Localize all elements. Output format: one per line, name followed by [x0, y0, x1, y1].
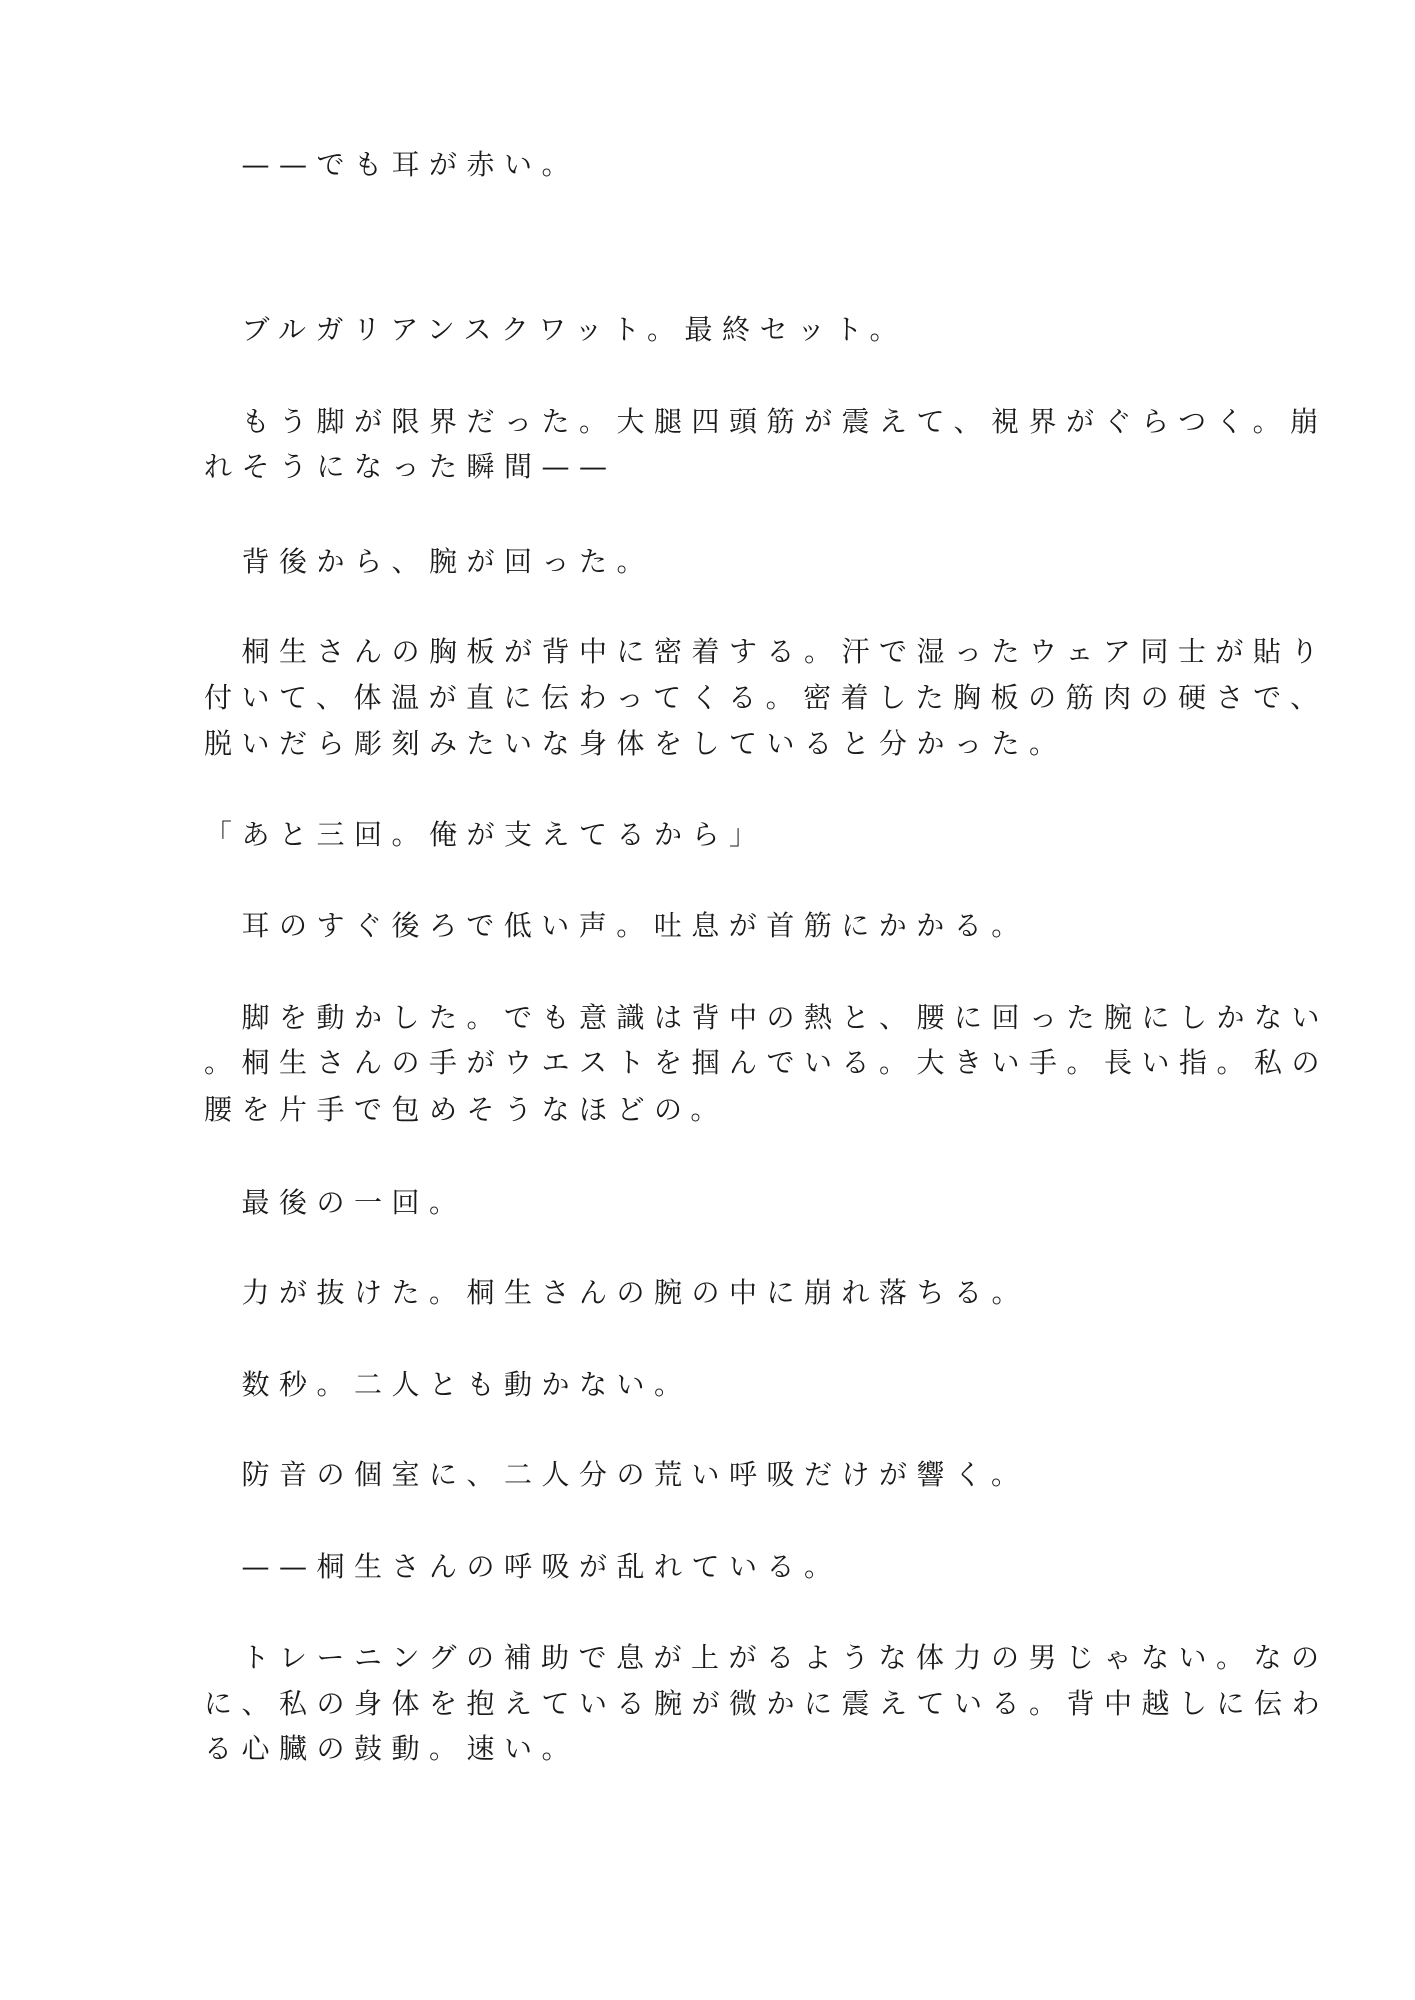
text-line: れそうになった瞬間——	[204, 450, 617, 483]
text-line: に、私の身体を抱えている腕が微かに震えている。背中越しに伝わ	[204, 1687, 1330, 1720]
text-line: トレーニングの補助で息が上がるような体力の男じゃない。なの	[204, 1641, 1329, 1674]
text-line: 脱いだら彫刻みたいな身体をしていると分かった。	[204, 727, 1067, 760]
text-line: 背後から、腕が回った。	[204, 545, 655, 578]
text-line: 。桐生さんの手がウエストを掴んでいる。大きい手。長い指。私の	[204, 1046, 1330, 1079]
text-line: 耳のすぐ後ろで低い声。吐息が首筋にかかる。	[204, 909, 1029, 942]
text-line: ——桐生さんの呼吸が乱れている。	[204, 1550, 842, 1583]
text-line: る心臓の鼓動。速い。	[204, 1732, 580, 1765]
text-line: 防音の個室に、二人分の荒い呼吸だけが響く。	[204, 1458, 1029, 1491]
text-line: 力が抜けた。桐生さんの腕の中に崩れ落ちる。	[204, 1276, 1030, 1309]
text-line: 付いて、体温が直に伝わってくる。密着した胸板の筋肉の硬さで、	[204, 681, 1328, 714]
text-line: 数秒。二人とも動かない。	[204, 1368, 692, 1401]
text-line: 腰を片手で包めそうなほどの。	[204, 1093, 728, 1126]
text-line: ——でも耳が赤い。	[204, 148, 580, 181]
text-line: もう脚が限界だった。大腿四頭筋が震えて、視界がぐらつく。崩	[204, 405, 1328, 438]
text-line: 最後の一回。	[204, 1186, 467, 1219]
text-line: 「あと三回。俺が支えてるから」	[204, 818, 767, 851]
text-line: 脚を動かした。でも意識は背中の熱と、腰に回った腕にしかない	[204, 1001, 1330, 1034]
text-line: 桐生さんの胸板が背中に密着する。汗で湿ったウェア同士が貼り	[204, 635, 1328, 668]
text-line: ブルガリアンスクワット。最終セット。	[204, 313, 907, 346]
